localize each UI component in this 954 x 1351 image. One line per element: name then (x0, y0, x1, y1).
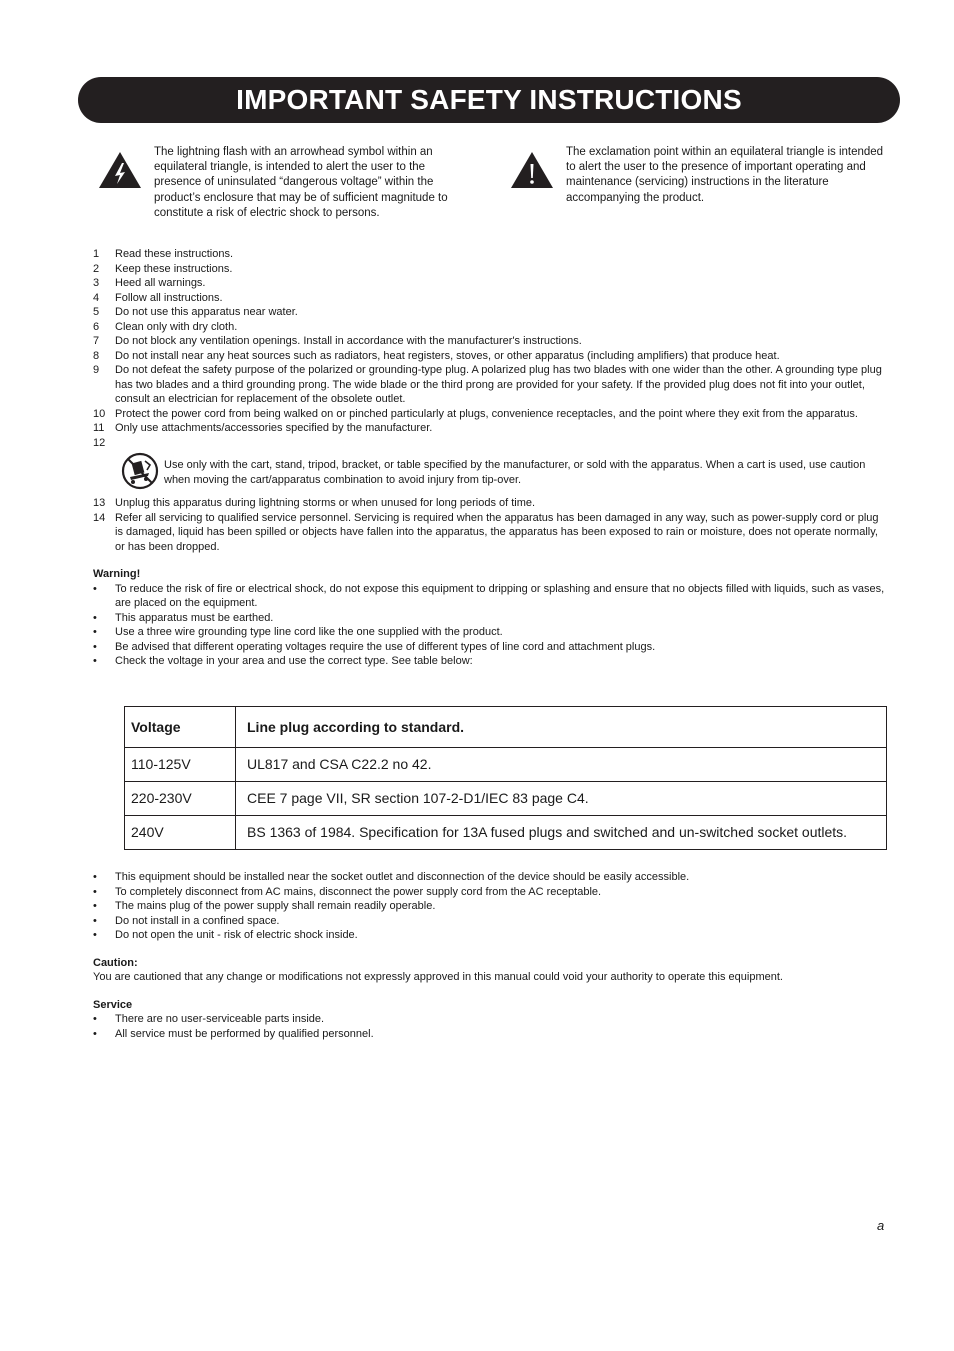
instruction-number: 12 (93, 436, 106, 449)
instruction-number: 13 (93, 497, 106, 509)
list-item-text: This equipment should be installed near the socket outlet and disconnection of the device should be easily accessible. (115, 871, 690, 883)
instruction-text: Clean only with dry cloth. (115, 320, 238, 333)
list-item-text: All service must be performed by qualified personnel. (115, 1027, 374, 1040)
lightning-triangle-icon (98, 151, 142, 189)
list-item-text: Use a three wire grounding type line cord like the one supplied with the product. (115, 626, 503, 638)
instruction-item (93, 349, 888, 364)
instruction-text: Heed all warnings. (115, 277, 206, 289)
exclamation-triangle-icon (510, 151, 554, 189)
instruction-number: 8 (93, 349, 100, 362)
instruction-text: Follow all instructions. (115, 291, 223, 304)
instruction-text: Keep these instructions. (115, 262, 233, 275)
caution-heading: Caution: (93, 956, 138, 969)
list-item-text: To completely disconnect from AC mains, disconnect the power supply cord from the AC receptable. (115, 885, 602, 898)
instruction-text: Do not block any ventilation openings. Install in accordance with the manufacturer's instructions. (115, 335, 582, 347)
instruction-item (93, 320, 888, 335)
instruction-number: 1 (93, 248, 100, 260)
list-item-text: There are no user-serviceable parts inside. (115, 1013, 325, 1025)
instructions-section (93, 247, 888, 669)
page-number: a (877, 1218, 885, 1233)
instruction-number: 14 (93, 511, 106, 524)
instruction-number: 6 (93, 320, 100, 333)
instruction-number: 11 (93, 422, 105, 434)
list-item (93, 582, 888, 611)
list-item (93, 899, 888, 914)
lightning-symbol-text: The lightning flash with an arrowhead symbol within an equilateral triangle, is intended to alert the user to the presence of uninsulated “dangerous voltage” within the product’s enclosure that may be of sufficient magnitude to constitute a risk of electric shock to persons. (154, 146, 448, 219)
table-header-row (125, 707, 887, 748)
instruction-item (93, 407, 888, 422)
voltage-cell: 240V (125, 816, 236, 850)
cart-tipover-icon (121, 452, 159, 490)
list-item (93, 640, 888, 655)
instruction-text: Do not install near any heat sources such as radiators, heat registers, stoves, or other apparatus (including amplifiers) that produce heat. (115, 349, 780, 362)
bullet-mark: • (93, 914, 97, 927)
list-item-text: Be advised that different operating voltages require the use of different types of line cord and attachment plugs. (115, 640, 656, 653)
voltage-cell: 110-125V (125, 748, 236, 782)
list-item-text: The mains plug of the power supply shall remain readily operable. (115, 900, 436, 912)
list-item (93, 611, 888, 626)
instruction-text: Refer all servicing to qualified service personnel. Servicing is required when the apparatus has been damaged in any way, such as power-supply cord or plug is damaged, liquid has been spilled or objects have fallen into the apparatus, the apparatus has been exposed to rain or moisture, does not operate normally, or has been dropped. (115, 511, 879, 553)
instruction-number: 2 (93, 262, 100, 275)
plug-standard-cell: BS 1363 of 1984. Specification for 13A fused plugs and switched and un-switched socket outlets. (236, 816, 887, 850)
instruction-text: Unplug this apparatus during lightning storms or when unused for long periods of time. (115, 497, 536, 509)
plug-standard-cell: Line plug according to standard. (247, 718, 465, 735)
warning-list (93, 582, 888, 669)
instruction-item (93, 421, 888, 436)
table-row (125, 816, 887, 850)
list-item (93, 928, 888, 943)
list-item (93, 625, 888, 640)
bullet-mark: • (93, 582, 97, 595)
bullet-mark: • (93, 626, 97, 638)
list-item (93, 870, 888, 885)
voltage-cell: Voltage (125, 707, 236, 748)
bullet-mark: • (93, 655, 97, 667)
instruction-item (93, 247, 888, 262)
instruction-number: 3 (93, 277, 100, 289)
bullet-mark: • (93, 1013, 97, 1025)
plug-standard-cell: CEE 7 page VII, SR section 107-2-D1/IEC 83 page C4. (236, 782, 887, 816)
bullet-mark: • (93, 640, 97, 653)
instruction-item (93, 496, 888, 511)
instruction-item (93, 363, 888, 407)
bullet-mark: • (93, 871, 97, 883)
page-title: IMPORTANT SAFETY INSTRUCTIONS (78, 77, 900, 123)
list-item-text: This apparatus must be earthed. (115, 611, 274, 624)
plug-standard-cell: UL817 and CSA C22.2 no 42. (236, 748, 887, 782)
instruction-item (93, 291, 888, 306)
table-row (125, 748, 887, 782)
list-item-text: To reduce the risk of fire or electrical shock, do not expose this equipment to dripping or splashing and ensure that no objects filled with liquids, such as vases, are placed on the equipment. (115, 582, 885, 609)
list-item (93, 654, 888, 669)
instruction-number: 4 (93, 291, 100, 304)
list-item-text: Do not install in a confined space. (115, 914, 280, 927)
instruction-item (93, 276, 888, 291)
instruction-item (93, 305, 888, 320)
bullet-mark: • (93, 611, 97, 624)
warning-heading: Warning! (93, 568, 141, 580)
service-list (93, 1012, 888, 1041)
instruction-item-12 (93, 436, 888, 497)
list-item-text: Do not open the unit - risk of electric shock inside. (115, 929, 358, 941)
instruction-text: Protect the power cord from being walked on or pinched particularly at plugs, convenience receptacles, and the point where they exit from the apparatus. (115, 407, 858, 420)
instruction-text: Do not defeat the safety purpose of the polarized or grounding-type plug. A polarized plug has two blades with one wider than the other. A grounding type plug has two blades and a third grounding prong. The wide blade or the third prong are provided for your safety. If the provided plug does not fit into your outlet, consult an electrician for replacement of the obsolete outlet. (115, 364, 882, 405)
instruction-list-continued (93, 496, 888, 554)
list-item (93, 885, 888, 900)
instruction-text: Only use attachments/accessories specified by the manufacturer. (115, 422, 433, 434)
voltage-cell: 220-230V (125, 782, 236, 816)
instruction-number: 5 (93, 306, 100, 318)
install-notes-list (93, 870, 888, 943)
voltage-table (124, 706, 887, 850)
instruction-item (93, 511, 888, 555)
instruction-number: 10 (93, 407, 106, 420)
bullet-mark: • (93, 900, 97, 912)
instruction-item-12-text: Use only with the cart, stand, tripod, bracket, or table specified by the manufacturer, or sold with the apparatus. When a cart is used, use caution when moving the cart/apparatus combination to avoid injury from tip-over. (164, 459, 866, 486)
instruction-list (93, 247, 888, 436)
list-item-text: Check the voltage in your area and use the correct type. See table below: (115, 655, 473, 667)
instruction-number: 9 (93, 364, 100, 376)
instruction-number: 7 (93, 335, 100, 347)
list-item (93, 1012, 888, 1027)
list-item (93, 914, 888, 929)
service-heading: Service (93, 998, 133, 1011)
bullet-mark: • (93, 885, 97, 898)
bullet-mark: • (93, 929, 97, 941)
caution-text: You are cautioned that any change or modifications not expressly approved in this manual could void your authority to operate this equipment. (93, 971, 783, 983)
bullet-mark: • (93, 1027, 97, 1040)
instruction-text: Do not use this apparatus near water. (115, 306, 298, 318)
exclamation-symbol-text: The exclamation point within an equilateral triangle is intended to alert the user to the presence of important operating and maintenance (servicing) instructions in the literature accompanying the product. (566, 146, 884, 204)
additional-notes-section (93, 870, 888, 1041)
instruction-item (93, 262, 888, 277)
table-row (125, 782, 887, 816)
instruction-item (93, 334, 888, 349)
instruction-text: Read these instructions. (115, 248, 234, 260)
list-item (93, 1027, 888, 1042)
